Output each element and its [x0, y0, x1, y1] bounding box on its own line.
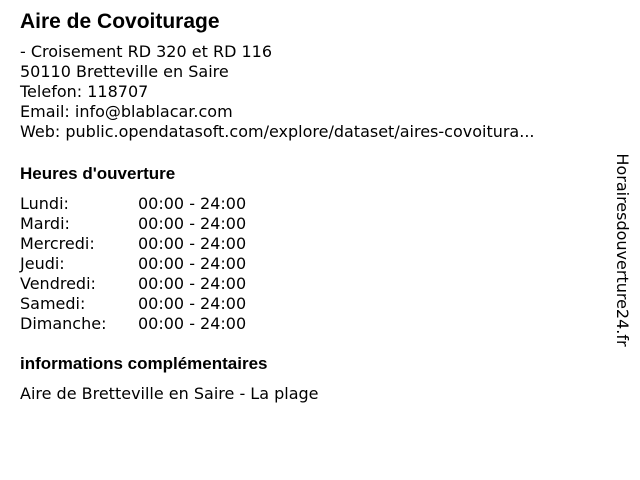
hours-row-jeudi	[20, 254, 280, 274]
hours-row-mardi	[20, 214, 280, 234]
time-range: 00:00 - 24:00	[138, 214, 247, 233]
day-label: Lundi:	[20, 194, 69, 213]
hours-row-dimanche	[20, 314, 280, 334]
additional-info-heading: informations complémentaires	[20, 354, 268, 373]
address-city: 50110 Bretteville en Saire	[20, 62, 229, 81]
address-street: - Croisement RD 320 et RD 116	[20, 42, 273, 61]
day-label: Samedi:	[20, 294, 86, 313]
opening-hours-heading: Heures d'ouverture	[20, 164, 176, 183]
opening-hours-list	[20, 194, 280, 334]
hours-row-lundi	[20, 194, 280, 214]
time-range: 00:00 - 24:00	[138, 294, 247, 313]
time-range: 00:00 - 24:00	[138, 274, 247, 293]
time-range: 00:00 - 24:00	[138, 194, 247, 213]
time-range: 00:00 - 24:00	[138, 234, 247, 253]
day-label: Vendredi:	[20, 274, 96, 293]
time-range: 00:00 - 24:00	[138, 254, 247, 273]
time-range: 00:00 - 24:00	[138, 314, 247, 333]
place-title: Aire de Covoiturage	[20, 10, 220, 33]
day-label: Mardi:	[20, 214, 70, 233]
day-label: Jeudi:	[20, 254, 65, 273]
hours-row-samedi	[20, 294, 280, 314]
web-link[interactable]: Web: public.opendatasoft.com/explore/dataset/aires-covoitura...	[20, 122, 535, 141]
additional-info-text: Aire de Bretteville en Saire - La plage	[20, 384, 319, 403]
address-block	[20, 42, 600, 142]
email-text: Email: info@blablacar.com	[20, 102, 233, 121]
site-brand-watermark: Horairesdouverture24.fr	[613, 153, 632, 347]
hours-row-vendredi	[20, 274, 280, 294]
place-card	[20, 8, 600, 142]
day-label: Mercredi:	[20, 234, 95, 253]
day-label: Dimanche:	[20, 314, 107, 333]
phone-text: Telefon: 118707	[20, 82, 149, 101]
hours-row-mercredi	[20, 234, 280, 254]
